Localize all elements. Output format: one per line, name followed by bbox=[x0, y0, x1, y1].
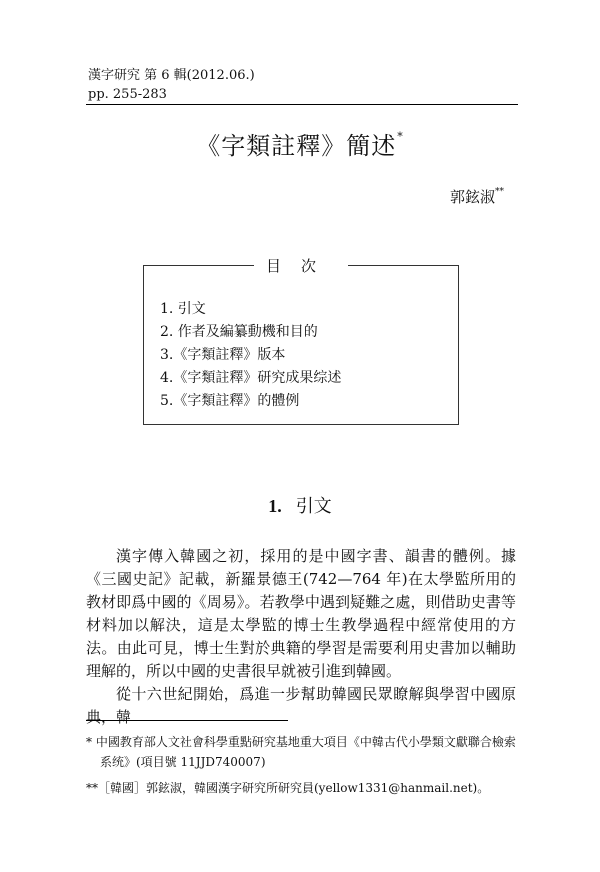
page-range: pp. 255-283 bbox=[88, 87, 167, 102]
section-title: 引文 bbox=[295, 496, 332, 517]
footnote: **［韓國］郭鉉淑，韓國漢字研究所研究員(yellow1331@hanmail.net)。 bbox=[86, 781, 490, 795]
toc-item: 5.《字類註釋》的體例 bbox=[160, 393, 300, 409]
header-rule bbox=[86, 104, 518, 105]
paragraph: 漢字傳入韓國之初，採用的是中國字書、韻書的體例。據《三國史記》記載，新羅景德王(742—764 年)在太學監所用的教材即爲中國的《周易》。若教學中遇到疑難之處，則借助史書等材料加以解決，這是太學監的博士生教學過程中經常使用的方法。由此可見，博士生對於典籍的學習是需要利用史書加以輔助理解的，所以中國的史書很早就被引進到韓國。 bbox=[86, 547, 516, 680]
toc-heading-text: 目次 bbox=[254, 255, 348, 276]
journal-issue: 漢字研究 第 6 輯(2012.06.) bbox=[88, 68, 255, 83]
author-name: 郭鉉淑 bbox=[449, 188, 495, 206]
author bbox=[450, 186, 504, 207]
author-footnote-marker: ** bbox=[495, 187, 504, 197]
toc-item: 3.《字類註釋》版本 bbox=[160, 347, 286, 363]
body-text bbox=[86, 545, 516, 729]
section-number: 1. bbox=[268, 496, 282, 516]
running-head bbox=[88, 66, 255, 104]
footnote: * 中國教育部人文社會科學重點研究基地重大項目《中韓古代小學類文獻聯合檢索系统》(項目號 11JJD740007) bbox=[86, 735, 516, 769]
footnotes bbox=[86, 732, 526, 804]
title-footnote-marker: * bbox=[397, 130, 404, 143]
toc-item: 2. 作者及編纂動機和目的 bbox=[160, 324, 318, 340]
table-of-contents bbox=[143, 257, 459, 425]
footnote-rule bbox=[86, 720, 288, 721]
paper-title bbox=[0, 126, 600, 161]
toc-list bbox=[160, 298, 341, 413]
paragraph: 從十六世紀開始，爲進一步幫助韓國民眾瞭解與學習中國原典，韓 bbox=[86, 685, 516, 726]
toc-item: 4.《字類註釋》研究成果综述 bbox=[160, 370, 342, 386]
toc-heading bbox=[144, 255, 458, 276]
section-heading bbox=[0, 492, 600, 518]
toc-item: 1. 引文 bbox=[160, 301, 206, 317]
paper-title-text: 《字類註釋》簡述 bbox=[196, 132, 397, 160]
